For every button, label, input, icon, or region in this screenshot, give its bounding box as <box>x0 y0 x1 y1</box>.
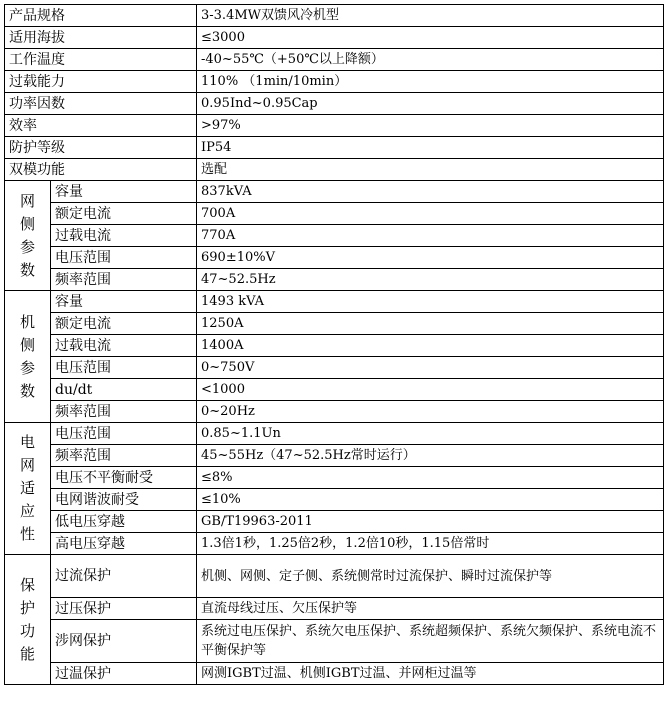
row-label: 频率范围 <box>51 445 197 467</box>
row-label: 适用海拔 <box>5 27 197 49</box>
group-title-grid-side: 网 侧 参 数 <box>5 181 51 291</box>
table-row <box>5 269 664 291</box>
row-label: 产品规格 <box>5 5 197 27</box>
table-row <box>5 379 664 401</box>
row-label: 频率范围 <box>51 269 197 291</box>
table-row <box>5 137 664 159</box>
row-label: 双模功能 <box>5 159 197 181</box>
row-label: 过载电流 <box>51 335 197 357</box>
row-value: ≤3000 <box>197 27 664 49</box>
table-row <box>5 291 664 313</box>
row-label: 过压保护 <box>51 598 197 620</box>
row-label: 电压范围 <box>51 247 197 269</box>
spec-table <box>4 4 664 685</box>
row-value: 1493 kVA <box>197 291 664 313</box>
row-label: 工作温度 <box>5 49 197 71</box>
row-label: 防护等级 <box>5 137 197 159</box>
row-label: 额定电流 <box>51 203 197 225</box>
row-value: 690±10%V <box>197 247 664 269</box>
table-row <box>5 49 664 71</box>
row-label: 电网谐波耐受 <box>51 489 197 511</box>
row-label: 频率范围 <box>51 401 197 423</box>
table-row <box>5 27 664 49</box>
table-row <box>5 93 664 115</box>
row-value: >97% <box>197 115 664 137</box>
row-value: 直流母线过压、欠压保护等 <box>197 598 664 620</box>
table-row <box>5 357 664 379</box>
row-value: 机侧、网侧、定子侧、系统侧常时过流保护、瞬时过流保护等 <box>197 555 664 598</box>
row-value: IP54 <box>197 137 664 159</box>
group-title-grid-adaptability: 电 网 适 应 性 <box>5 423 51 555</box>
table-row <box>5 203 664 225</box>
row-label: 涉网保护 <box>51 620 197 663</box>
row-label: 额定电流 <box>51 313 197 335</box>
table-row <box>5 598 664 620</box>
row-label: 低电压穿越 <box>51 511 197 533</box>
table-row <box>5 115 664 137</box>
row-value: 0~750V <box>197 357 664 379</box>
group-title-protection: 保 护 功 能 <box>5 555 51 685</box>
table-row <box>5 663 664 685</box>
row-value: ≤10% <box>197 489 664 511</box>
row-label: 电压不平衡耐受 <box>51 467 197 489</box>
row-label: 功率因数 <box>5 93 197 115</box>
table-row <box>5 181 664 203</box>
row-value: 1.3倍1秒，1.25倍2秒，1.2倍10秒，1.15倍常时 <box>197 533 664 555</box>
row-value: 1250A <box>197 313 664 335</box>
row-label: 过流保护 <box>51 555 197 598</box>
row-value: 837kVA <box>197 181 664 203</box>
table-row <box>5 71 664 93</box>
row-label: 电压范围 <box>51 423 197 445</box>
table-row <box>5 401 664 423</box>
row-value: 网测IGBT过温、机侧IGBT过温、并网柜过温等 <box>197 663 664 685</box>
row-label: 高电压穿越 <box>51 533 197 555</box>
row-label: du/dt <box>51 379 197 401</box>
row-value: 选配 <box>197 159 664 181</box>
group-title-machine-side: 机 侧 参 数 <box>5 291 51 423</box>
row-value: 系统过电压保护、系统欠电压保护、系统超频保护、系统欠频保护、系统电流不平衡保护等 <box>197 620 664 663</box>
row-value: GB/T19963-2011 <box>197 511 664 533</box>
table-row <box>5 445 664 467</box>
row-value: 0.85~1.1Un <box>197 423 664 445</box>
row-value: 47~52.5Hz <box>197 269 664 291</box>
row-label: 电压范围 <box>51 357 197 379</box>
table-row <box>5 423 664 445</box>
table-row <box>5 555 664 598</box>
table-row <box>5 489 664 511</box>
row-value: 45~55Hz（47~52.5Hz常时运行） <box>197 445 664 467</box>
row-value: 0~20Hz <box>197 401 664 423</box>
row-label: 效率 <box>5 115 197 137</box>
row-value: 0.95Ind~0.95Cap <box>197 93 664 115</box>
row-value: 770A <box>197 225 664 247</box>
table-row <box>5 467 664 489</box>
row-label: 过载电流 <box>51 225 197 247</box>
row-value: 1400A <box>197 335 664 357</box>
row-value: 110% （1min/10min） <box>197 71 664 93</box>
row-label: 容量 <box>51 181 197 203</box>
row-label: 过温保护 <box>51 663 197 685</box>
row-label: 过载能力 <box>5 71 197 93</box>
table-row <box>5 5 664 27</box>
table-row <box>5 335 664 357</box>
row-label: 容量 <box>51 291 197 313</box>
table-row <box>5 620 664 663</box>
row-value: <1000 <box>197 379 664 401</box>
row-value: ≤8% <box>197 467 664 489</box>
table-row <box>5 511 664 533</box>
row-value: 3-3.4MW双馈风冷机型 <box>197 5 664 27</box>
table-row <box>5 247 664 269</box>
row-value: -40~55℃（+50℃以上降额） <box>197 49 664 71</box>
table-row <box>5 313 664 335</box>
table-row <box>5 225 664 247</box>
table-row <box>5 159 664 181</box>
table-row <box>5 533 664 555</box>
row-value: 700A <box>197 203 664 225</box>
